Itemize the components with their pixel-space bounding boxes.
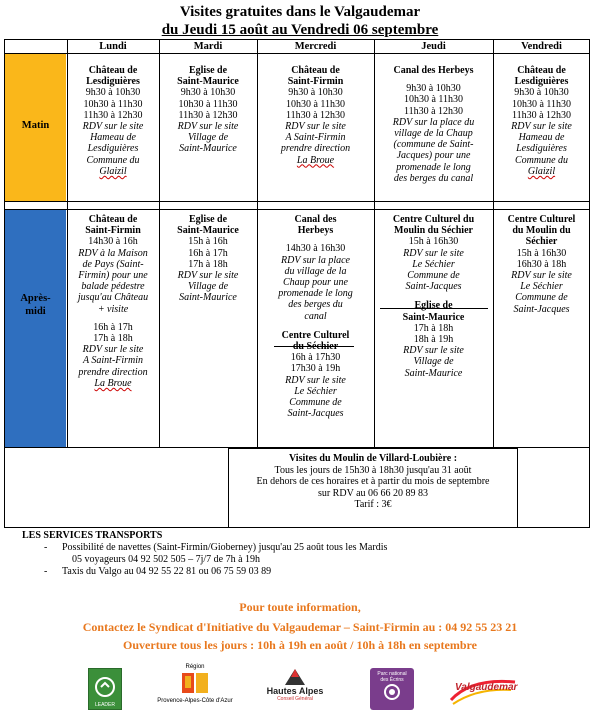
rdv-text: Le Séchier	[294, 385, 337, 397]
grid-line	[4, 201, 590, 202]
rdv-text: Commune de	[289, 397, 342, 409]
time-slot: 11h30 à 12h30	[83, 109, 143, 121]
site-name: Saint-Firmin	[287, 76, 344, 88]
time-slot: 17h à 18h	[413, 322, 454, 334]
rdv-text: prendre direction	[78, 366, 148, 378]
rdv-text: RDV sur le site	[403, 345, 464, 357]
day-header-lundi: Lundi	[99, 41, 127, 52]
time-slot: 9h30 à 10h30	[514, 87, 569, 99]
time-slot: 16h à 17h	[93, 321, 133, 333]
rdv-text: A Saint-Firmin	[82, 355, 144, 367]
site-name: Lesdiguières	[514, 76, 569, 88]
site-name: Centre Culturel	[507, 214, 576, 225]
site-name: du Séchier	[292, 341, 339, 353]
rdv-text: La Broue	[94, 377, 132, 389]
morning-band	[5, 54, 66, 201]
site-name: Eglise de	[414, 300, 453, 312]
time-slot: 9h30 à 10h30	[288, 87, 343, 99]
rdv-text: A Saint-Firmin	[285, 132, 346, 144]
site-name: Séchier	[525, 236, 558, 248]
day-header-mardi: Mardi	[193, 41, 223, 52]
rdv-text: RDV sur le site	[511, 270, 572, 282]
rdv-text: RDV sur le site	[82, 121, 144, 133]
time-slot: 9h30 à 10h30	[406, 83, 461, 95]
rdv-text: RDV sur le site	[285, 121, 346, 133]
rdv-text: RDV sur le site	[285, 374, 346, 386]
time-slot: 18h à 19h	[413, 334, 454, 346]
page-title: Visites gratuites dans le Valgaudemar	[179, 4, 421, 20]
transport-section	[22, 530, 582, 578]
time-slot: 9h30 à 10h30	[180, 87, 236, 99]
time-slot: 17h30 à 19h	[290, 363, 341, 375]
rdv-text: Village de	[187, 132, 229, 144]
time-slot: 14h30 à 16h30	[285, 243, 346, 255]
transport-line: 05 voyageurs 04 92 502 505 – 7j/7 de 7h à 19h	[72, 554, 261, 565]
moulin-line: Tarif : 3€	[354, 499, 392, 510]
rdv-text: Glaizil	[527, 165, 556, 177]
time-slot: 10h30 à 11h30	[403, 94, 464, 106]
rdv-text: Hameau de	[518, 132, 565, 144]
hautes-alpes-name: Hautes Alpes	[266, 686, 324, 696]
coat-of-arms-icon	[180, 671, 210, 697]
site-name: Saint-Maurice	[402, 311, 465, 323]
rdv-text: Hameau de	[90, 132, 136, 144]
rdv-text: Saint-Maurice	[404, 367, 463, 379]
rdv-text: Glaizil	[99, 165, 127, 177]
rdv-text: RDV sur la place du	[392, 116, 475, 128]
site-name: du Moulin du	[512, 225, 571, 237]
time-slot: 15h à 16h30	[516, 247, 567, 259]
afternoon-label-2: midi	[25, 306, 46, 317]
rdv-text: Village de	[413, 356, 454, 368]
time-slot: 15h à 16h	[188, 236, 228, 248]
bullet-dash: -	[44, 542, 48, 553]
time-slot: 16h à 17h	[188, 247, 228, 259]
moulin-line: sur RDV au 06 66 20 89 83	[317, 487, 429, 499]
rdv-text: promenade le long	[278, 288, 353, 300]
swirl-icon	[382, 683, 402, 701]
site-name: Canal des	[294, 214, 337, 225]
moulin-info-box	[228, 448, 518, 528]
rdv-text: Jacques) pour une	[396, 150, 471, 162]
time-slot: 11h30 à 12h30	[511, 109, 572, 121]
matin-mercredi-cell	[257, 65, 374, 166]
valgaudemar-text: Valgaudemar	[455, 682, 518, 693]
matin-mardi-cell	[159, 65, 257, 155]
apres-vendredi-cell	[493, 214, 590, 315]
rdv-text: Commune du	[514, 154, 569, 166]
site-name: Eglise de	[188, 214, 228, 225]
rdv-text: jusqu'au Château	[77, 292, 149, 304]
rdv-text: Lesdiguières	[87, 143, 139, 155]
grid-line	[4, 209, 590, 210]
site-name: Centre Culturel du	[392, 214, 475, 225]
time-slot: 11h30 à 12h30	[178, 109, 238, 121]
time-slot: 14h30 à 16h	[88, 236, 138, 248]
rdv-text: La Broue	[296, 154, 335, 166]
time-slot: 11h30 à 12h30	[285, 109, 346, 121]
site-name: Château de	[517, 65, 566, 76]
rdv-text: Commune du	[86, 154, 140, 166]
time-slot: 10h30 à 11h30	[178, 98, 238, 110]
rdv-text: prendre direction	[280, 143, 351, 155]
site-name: Saint-Firmin	[85, 225, 141, 237]
rdv-text: Firmin) pour une	[78, 270, 148, 282]
apres-mardi-cell	[159, 214, 257, 304]
time-slot: 16h30 à 18h	[516, 258, 567, 270]
matin-vendredi-cell	[493, 65, 590, 177]
site-name: Château de	[88, 214, 138, 225]
time-slot: 9h30 à 10h30	[85, 87, 141, 99]
time-slot: 11h30 à 12h30	[403, 105, 464, 117]
rdv-text: canal	[304, 310, 327, 322]
rdv-text: RDV sur la place	[281, 254, 350, 266]
apres-mercredi-cell	[257, 214, 374, 419]
rdv-text: des berges du canal	[393, 172, 474, 184]
rdv-text: Saint-Jacques	[513, 303, 570, 315]
rdv-text: village de la Chaup	[394, 128, 473, 140]
rdv-text: Village de	[187, 281, 229, 293]
site-name: Saint-Maurice	[177, 76, 239, 88]
parc-sub: des Écrins	[380, 677, 404, 683]
rdv-text: des berges du	[288, 299, 343, 311]
bullet-dash: -	[44, 566, 48, 577]
time-slot: 17h à 18h	[93, 333, 133, 345]
rdv-text: de Pays (Saint-	[82, 258, 144, 270]
moulin-title: Visites du Moulin de Villard-Loubière :	[288, 453, 458, 464]
rdv-text: Saint-Jacques	[405, 281, 462, 293]
time-slot: 10h30 à 11h30	[83, 98, 143, 110]
site-name: Château de	[88, 65, 138, 76]
rdv-text: Saint-Maurice	[179, 143, 237, 155]
hautes-alpes-sub: Conseil Général	[277, 696, 313, 702]
moulin-line: Tous les jours de 15h30 à 18h30 jusqu'au 31 août	[274, 464, 472, 476]
afternoon-band	[5, 210, 66, 448]
rdv-text: RDV sur le site	[403, 247, 464, 259]
site-name: Eglise de	[188, 65, 228, 76]
day-header-mercredi: Mercredi	[294, 41, 337, 52]
parc-ecrins-logo	[370, 668, 414, 710]
rdv-text: RDV sur le site	[177, 270, 239, 282]
transport-line: Taxis du Valgo au 04 92 55 22 81 ou 06 75 59 03 89	[62, 566, 272, 577]
rdv-text: Saint-Maurice	[179, 292, 237, 304]
page-subtitle: du Jeudi 15 août au Vendredi 06 septembre	[161, 22, 439, 38]
rdv-text: RDV à la Maison	[78, 247, 148, 259]
matin-lundi-cell	[67, 65, 159, 177]
mountain-icon	[284, 666, 306, 686]
day-header-vendredi: Vendredi	[521, 41, 562, 52]
rdv-text: balade pédestre	[81, 281, 145, 293]
contact-line-1: Pour toute information,	[239, 600, 361, 614]
rdv-text: promenade le long	[396, 161, 471, 173]
leader-logo	[88, 668, 122, 710]
rdv-text: RDV sur le site	[82, 344, 144, 356]
contact-line-2: Contactez le Syndicat d'Initiative du Valgaudemar – Saint-Firmin au : 04 92 55 23 21	[82, 620, 518, 634]
time-slot: 10h30 à 11h30	[511, 98, 572, 110]
morning-label: Matin	[21, 120, 50, 131]
rdv-text: (commune de Saint-	[393, 139, 474, 151]
rdv-text: RDV sur le site	[511, 121, 572, 133]
transport-heading: LES SERVICES TRANSPORTS	[22, 530, 163, 541]
day-header-jeudi: Jeudi	[421, 41, 446, 52]
site-name: Canal des Herbeys	[393, 65, 474, 76]
contact-line-3: Ouverture tous les jours : 10h à 19h en août / 10h à 18h en septembre	[123, 638, 477, 652]
apres-lundi-cell	[67, 214, 159, 389]
rdv-text: Commune de	[407, 270, 460, 282]
rdv-text: RDV sur le site	[177, 121, 239, 133]
rdv-text: du village de la	[284, 265, 347, 277]
rdv-text: Commune de	[515, 292, 568, 304]
site-name: Herbeys	[297, 225, 334, 237]
valgaudemar-logo	[447, 672, 519, 710]
afternoon-label-1: Après-	[20, 293, 51, 304]
rdv-text: Le Séchier	[412, 258, 455, 270]
site-name: Saint-Maurice	[177, 225, 239, 237]
hautes-alpes-logo	[260, 666, 330, 718]
site-name: Lesdiguières	[86, 76, 140, 88]
region-name: Provence-Alpes-Côte d'Azur	[157, 698, 233, 704]
time-slot: 10h30 à 11h30	[285, 98, 346, 110]
region-logo	[155, 664, 235, 720]
moulin-line: En dehors de ces horaires et à partir du mois de septembre	[256, 476, 490, 487]
time-slot: 16h à 17h30	[290, 352, 341, 364]
rdv-text: Lesdiguières	[516, 143, 567, 155]
site-name: Château de	[291, 65, 340, 76]
time-slot: 17h à 18h	[188, 258, 228, 270]
rdv-text: Le Séchier	[520, 281, 563, 293]
apres-jeudi-cell	[374, 214, 493, 379]
transport-line: Possibilité de navettes (Saint-Firmin/Gioberney) jusqu'au 25 août tous les Mardis	[62, 542, 388, 553]
region-label: Région	[185, 664, 205, 670]
site-name: Moulin du Séchier	[394, 225, 473, 237]
rdv-text: Chaup pour une	[283, 277, 348, 289]
rdv-text: Saint-Jacques	[287, 408, 344, 420]
site-name: Centre Culturel	[281, 329, 350, 341]
rdv-text: + visite	[97, 303, 129, 315]
partner-logos	[0, 664, 600, 720]
matin-jeudi-cell	[374, 65, 493, 184]
time-slot: 15h à 16h30	[408, 236, 459, 248]
leader-text: LEADER	[94, 702, 115, 708]
parc-name: Parc national	[377, 671, 407, 677]
